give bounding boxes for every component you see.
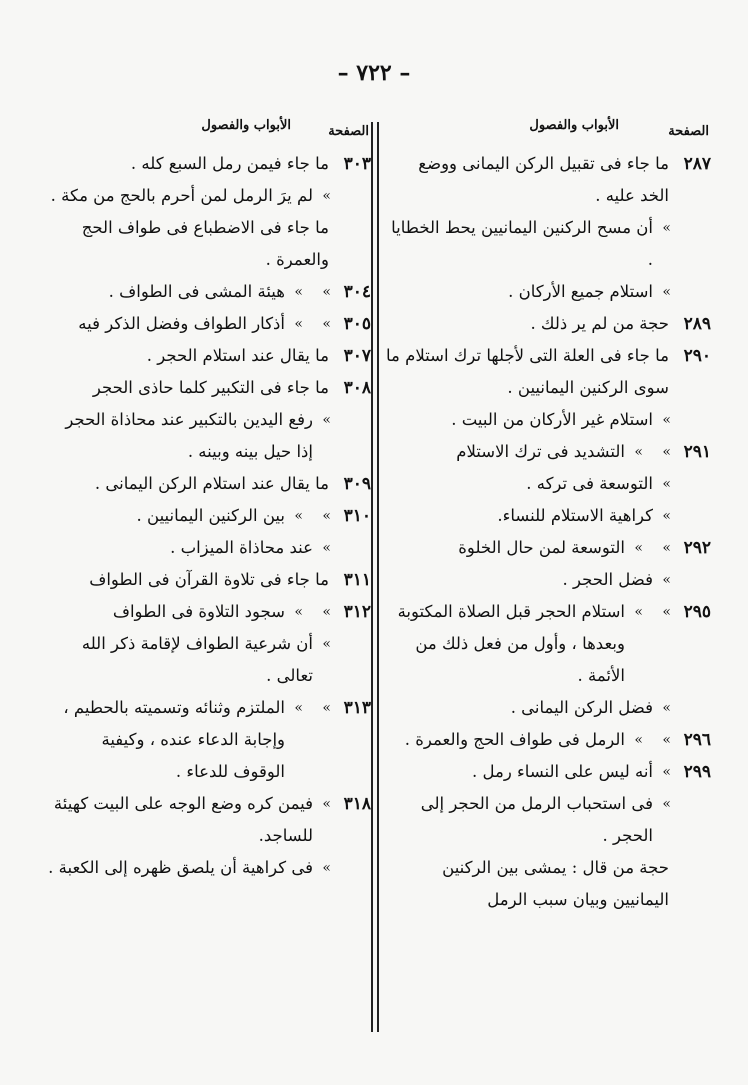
entry-title: ما جاء فى العلة التى لأجلها ترك استلام ما سوى الركنين اليمانيين . [386, 346, 669, 397]
entry-page-number: ٢٩١ [683, 442, 711, 462]
entry-page-number: ٢٩٠ [683, 346, 711, 366]
ditto-mark: » [322, 508, 331, 524]
index-entry [46, 340, 371, 372]
entry-title: فى كراهية أن يلصق ظهره إلى الكعبة . [48, 858, 313, 877]
entry-page-number: ٣٠٤ [343, 282, 371, 302]
entry-page-number: ٣١٠ [343, 506, 371, 526]
entry-title: هيئة المشى فى الطواف . [108, 282, 285, 301]
entry-title: استلام غير الأركان من البيت . [451, 410, 653, 429]
index-entry [386, 468, 711, 500]
entry-title: ما يقال عند استلام الركن اليمانى . [94, 474, 329, 493]
entry-page-number: ٢٩٢ [683, 538, 711, 558]
index-entry [46, 372, 371, 404]
entry-title: ما جاء فى تقبيل الركن اليمانى ووضع الخد عليه . [418, 154, 669, 205]
ditto-mark: » [662, 444, 671, 460]
entry-title: التوسعة لمن حال الخلوة [458, 538, 625, 557]
index-entry [386, 148, 711, 212]
column-divider [371, 122, 373, 1032]
ditto-mark: » [294, 604, 303, 620]
entries-list [46, 148, 371, 884]
entry-title: فيمن كره وضع الوجه على البيت كهيئة للساجد. [53, 794, 313, 845]
entry-title: كراهية الاستلام للنساء. [497, 506, 653, 525]
entry-title: الملتزم وثنائه وتسميته بالحطيم ، وإجابة الدعاء عنده ، وكيفية الوقوف للدعاء . [63, 698, 285, 781]
ditto-mark: » [322, 540, 331, 556]
entry-title: سجود التلاوة فى الطواف [112, 602, 285, 621]
index-entry [386, 500, 711, 532]
entry-page-number: ٣٠٨ [343, 378, 371, 398]
index-entry [46, 564, 371, 596]
ditto-mark: » [662, 508, 671, 524]
index-entry [386, 756, 711, 788]
ditto-mark: » [322, 700, 331, 716]
index-entry [386, 436, 711, 468]
ditto-mark: » [662, 284, 671, 300]
entry-title: حجة من قال : يمشى بين الركنين اليمانيين وبيان سبب الرمل [442, 858, 669, 909]
entry-title: بين الركنين اليمانيين . [136, 506, 285, 525]
column-divider [377, 122, 379, 1032]
ditto-mark: » [322, 604, 331, 620]
index-entry [46, 276, 371, 308]
entry-title: فضل الركن اليمانى . [510, 698, 653, 717]
page-column-heading: الصفحة [328, 124, 369, 139]
ditto-mark: » [634, 444, 643, 460]
index-entry [386, 788, 711, 852]
index-entry [46, 468, 371, 500]
entry-page-number: ٣١١ [343, 570, 371, 590]
entry-title: لم يرَ الرمل لمن أحرم بالحج من مكة . [50, 186, 313, 205]
entry-page-number: ٣٠٩ [343, 474, 371, 494]
title-column-heading: الأبواب والفصول [201, 118, 291, 133]
index-entry [46, 212, 371, 276]
entry-title: فى استحباب الرمل من الحجر إلى الحجر . [420, 794, 653, 845]
ditto-mark: » [662, 220, 671, 236]
entry-page-number: ٢٨٩ [683, 314, 711, 334]
ditto-mark: » [294, 316, 303, 332]
ditto-mark: » [662, 572, 671, 588]
entry-title: حجة من لم ير ذلك . [530, 314, 669, 333]
index-entry [386, 852, 711, 916]
ditto-mark: » [322, 412, 331, 428]
entry-page-number: ٣١٣ [343, 698, 371, 718]
ditto-mark: » [662, 604, 671, 620]
index-entry [46, 532, 371, 564]
index-entry [386, 596, 711, 692]
entry-page-number: ٣٠٧ [343, 346, 371, 366]
entry-title: ما جاء فى الاضطباع فى طواف الحج والعمرة . [81, 218, 329, 269]
page-number: – ٧٢٢ – [337, 60, 411, 86]
index-entry [46, 788, 371, 852]
index-entry [46, 596, 371, 628]
index-entry [46, 180, 371, 212]
ditto-mark: » [322, 316, 331, 332]
entry-title: أذكار الطواف وفضل الذكر فيه [78, 314, 285, 333]
entry-title: أن مسح الركنين اليمانيين يحط الخطايا . [391, 218, 653, 269]
index-column-left [46, 118, 371, 884]
index-entry [386, 532, 711, 564]
entry-title: ما جاء فى تلاوة القرآن فى الطواف [89, 570, 329, 589]
ditto-mark: » [662, 700, 671, 716]
ditto-mark: » [294, 508, 303, 524]
ditto-mark: » [322, 188, 331, 204]
ditto-mark: » [322, 636, 331, 652]
ditto-mark: » [322, 284, 331, 300]
entry-title: استلام جميع الأركان . [508, 282, 653, 301]
index-entry [46, 404, 371, 468]
ditto-mark: » [662, 796, 671, 812]
ditto-mark: » [662, 476, 671, 492]
ditto-mark: » [322, 860, 331, 876]
entry-title: ما جاء فيمن رمل السبع كله . [130, 154, 329, 173]
index-entry [386, 340, 711, 404]
index-entry [46, 148, 371, 180]
ditto-mark: » [634, 732, 643, 748]
entry-page-number: ٢٩٥ [683, 602, 711, 622]
index-entry [46, 628, 371, 692]
entry-page-number: ٢٩٦ [683, 730, 711, 750]
column-header [46, 118, 371, 148]
entry-title: عند محاذاة الميزاب . [170, 538, 313, 557]
index-entry [386, 724, 711, 756]
ditto-mark: » [662, 412, 671, 428]
entry-title: ما يقال عند استلام الحجر . [146, 346, 329, 365]
index-entry [46, 852, 371, 884]
index-entry [46, 692, 371, 788]
entry-title: رفع اليدين بالتكبير عند محاذاة الحجر إذا حيل بينه وبينه . [65, 410, 313, 461]
entry-page-number: ٢٩٩ [683, 762, 711, 782]
index-entry [386, 308, 711, 340]
entry-title: فضل الحجر . [562, 570, 653, 589]
ditto-mark: » [294, 700, 303, 716]
ditto-mark: » [294, 284, 303, 300]
entry-title: التوسعة فى تركه . [526, 474, 653, 493]
ditto-mark: » [322, 796, 331, 812]
entry-page-number: ٣١٢ [343, 602, 371, 622]
index-entry [46, 308, 371, 340]
column-header [386, 118, 711, 148]
entry-page-number: ٣١٨ [343, 794, 371, 814]
ditto-mark: » [634, 604, 643, 620]
entry-title: التشديد فى ترك الاستلام [456, 442, 625, 461]
ditto-mark: » [662, 732, 671, 748]
entry-title: ما جاء فى التكبير كلما حاذى الحجر [92, 378, 329, 397]
ditto-mark: » [662, 540, 671, 556]
index-entry [386, 404, 711, 436]
index-entry [386, 276, 711, 308]
index-entry [46, 500, 371, 532]
page-column-heading: الصفحة [668, 124, 709, 139]
entry-page-number: ٣٠٣ [343, 154, 371, 174]
ditto-mark: » [634, 540, 643, 556]
index-column-right [386, 118, 711, 916]
entry-title: أنه ليس على النساء رمل . [472, 762, 653, 781]
ditto-mark: » [662, 764, 671, 780]
index-entry [386, 692, 711, 724]
entry-title: أن شرعية الطواف لإقامة ذكر الله تعالى . [81, 634, 313, 685]
entry-title: الرمل فى طواف الحج والعمرة . [404, 730, 625, 749]
index-entry [386, 564, 711, 596]
entry-page-number: ٢٨٧ [683, 154, 711, 174]
index-entry [386, 212, 711, 276]
entry-title: استلام الحجر قبل الصلاة المكتوبة وبعدها ، وأول من فعل ذلك من الأئمة . [397, 602, 625, 685]
entry-page-number: ٣٠٥ [343, 314, 371, 334]
entries-list [386, 148, 711, 916]
title-column-heading: الأبواب والفصول [529, 118, 619, 133]
